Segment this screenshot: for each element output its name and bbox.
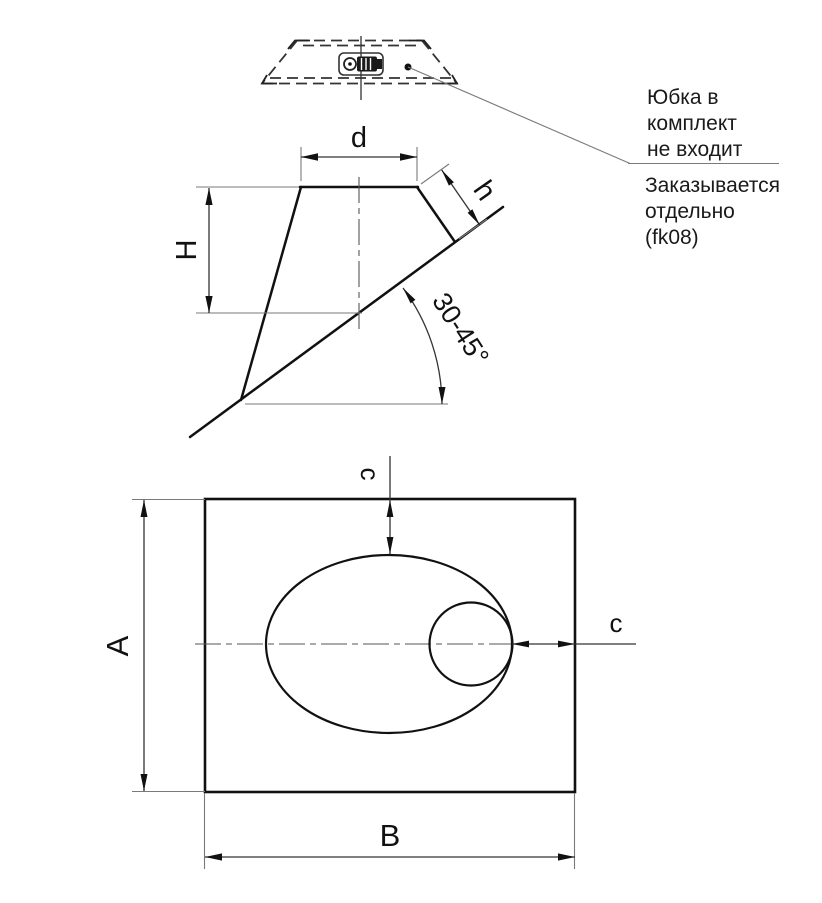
arrowhead-left-icon (512, 641, 529, 648)
arrowhead-right-icon (400, 153, 417, 161)
skirt-left-edge (262, 41, 297, 84)
clamp-screw-end (377, 59, 382, 69)
cone-right-edge (417, 187, 455, 242)
label-H: H (171, 239, 203, 261)
arrowhead-upleft-icon (442, 170, 454, 186)
arrowhead-downright-icon (468, 209, 480, 225)
note-order-line-3: (fk08) (645, 226, 699, 249)
label-c-side: c (609, 608, 623, 638)
arrowhead-up-icon (141, 500, 148, 517)
arrowhead-right-icon (558, 853, 575, 860)
label-d: d (350, 122, 368, 154)
dim-B (205, 793, 576, 869)
skirt-right-edge (422, 41, 457, 84)
dim-A (100, 500, 205, 792)
label-B: B (379, 818, 401, 853)
arrowhead-down-icon (205, 296, 212, 313)
clamp-body (357, 57, 377, 72)
dim-h-ext-bottom (459, 219, 487, 239)
cone-side-view (171, 122, 503, 437)
arrowhead-up-icon (205, 188, 212, 205)
arrowhead-up-icon (387, 500, 394, 517)
arrowhead-left-icon (205, 853, 222, 860)
note-order-line-2: отдельно (645, 200, 735, 223)
label-A: A (100, 635, 135, 657)
arrowhead-arc-bottom-icon (439, 387, 446, 404)
notes (645, 86, 780, 249)
label-c-top: c (355, 467, 385, 481)
dim-h (421, 164, 502, 239)
arrowhead-right-icon (558, 641, 575, 648)
base-plan-view (100, 456, 636, 869)
note-order-line-1: Заказывается (645, 174, 781, 197)
note-skirt-line-3: не входит (647, 138, 743, 161)
arrowhead-down-icon (141, 774, 148, 791)
dim-d (301, 122, 417, 181)
skirt-corner-mark-bl (262, 75, 277, 84)
note-skirt-line-1: Юбка в (647, 86, 719, 109)
dim-c-top (355, 456, 393, 554)
leader-line (408, 67, 630, 164)
arrowhead-down-icon (387, 537, 394, 554)
label-h: h (466, 175, 503, 207)
arrowhead-left-icon (301, 153, 318, 161)
dim-H (171, 188, 362, 313)
label-angle: 30-45° (426, 287, 495, 371)
arrowhead-arc-top-icon (403, 288, 415, 303)
cone-left-edge (241, 187, 301, 400)
note-skirt-line-2: комплект (647, 112, 737, 135)
clamp-ring-dot (348, 62, 352, 66)
